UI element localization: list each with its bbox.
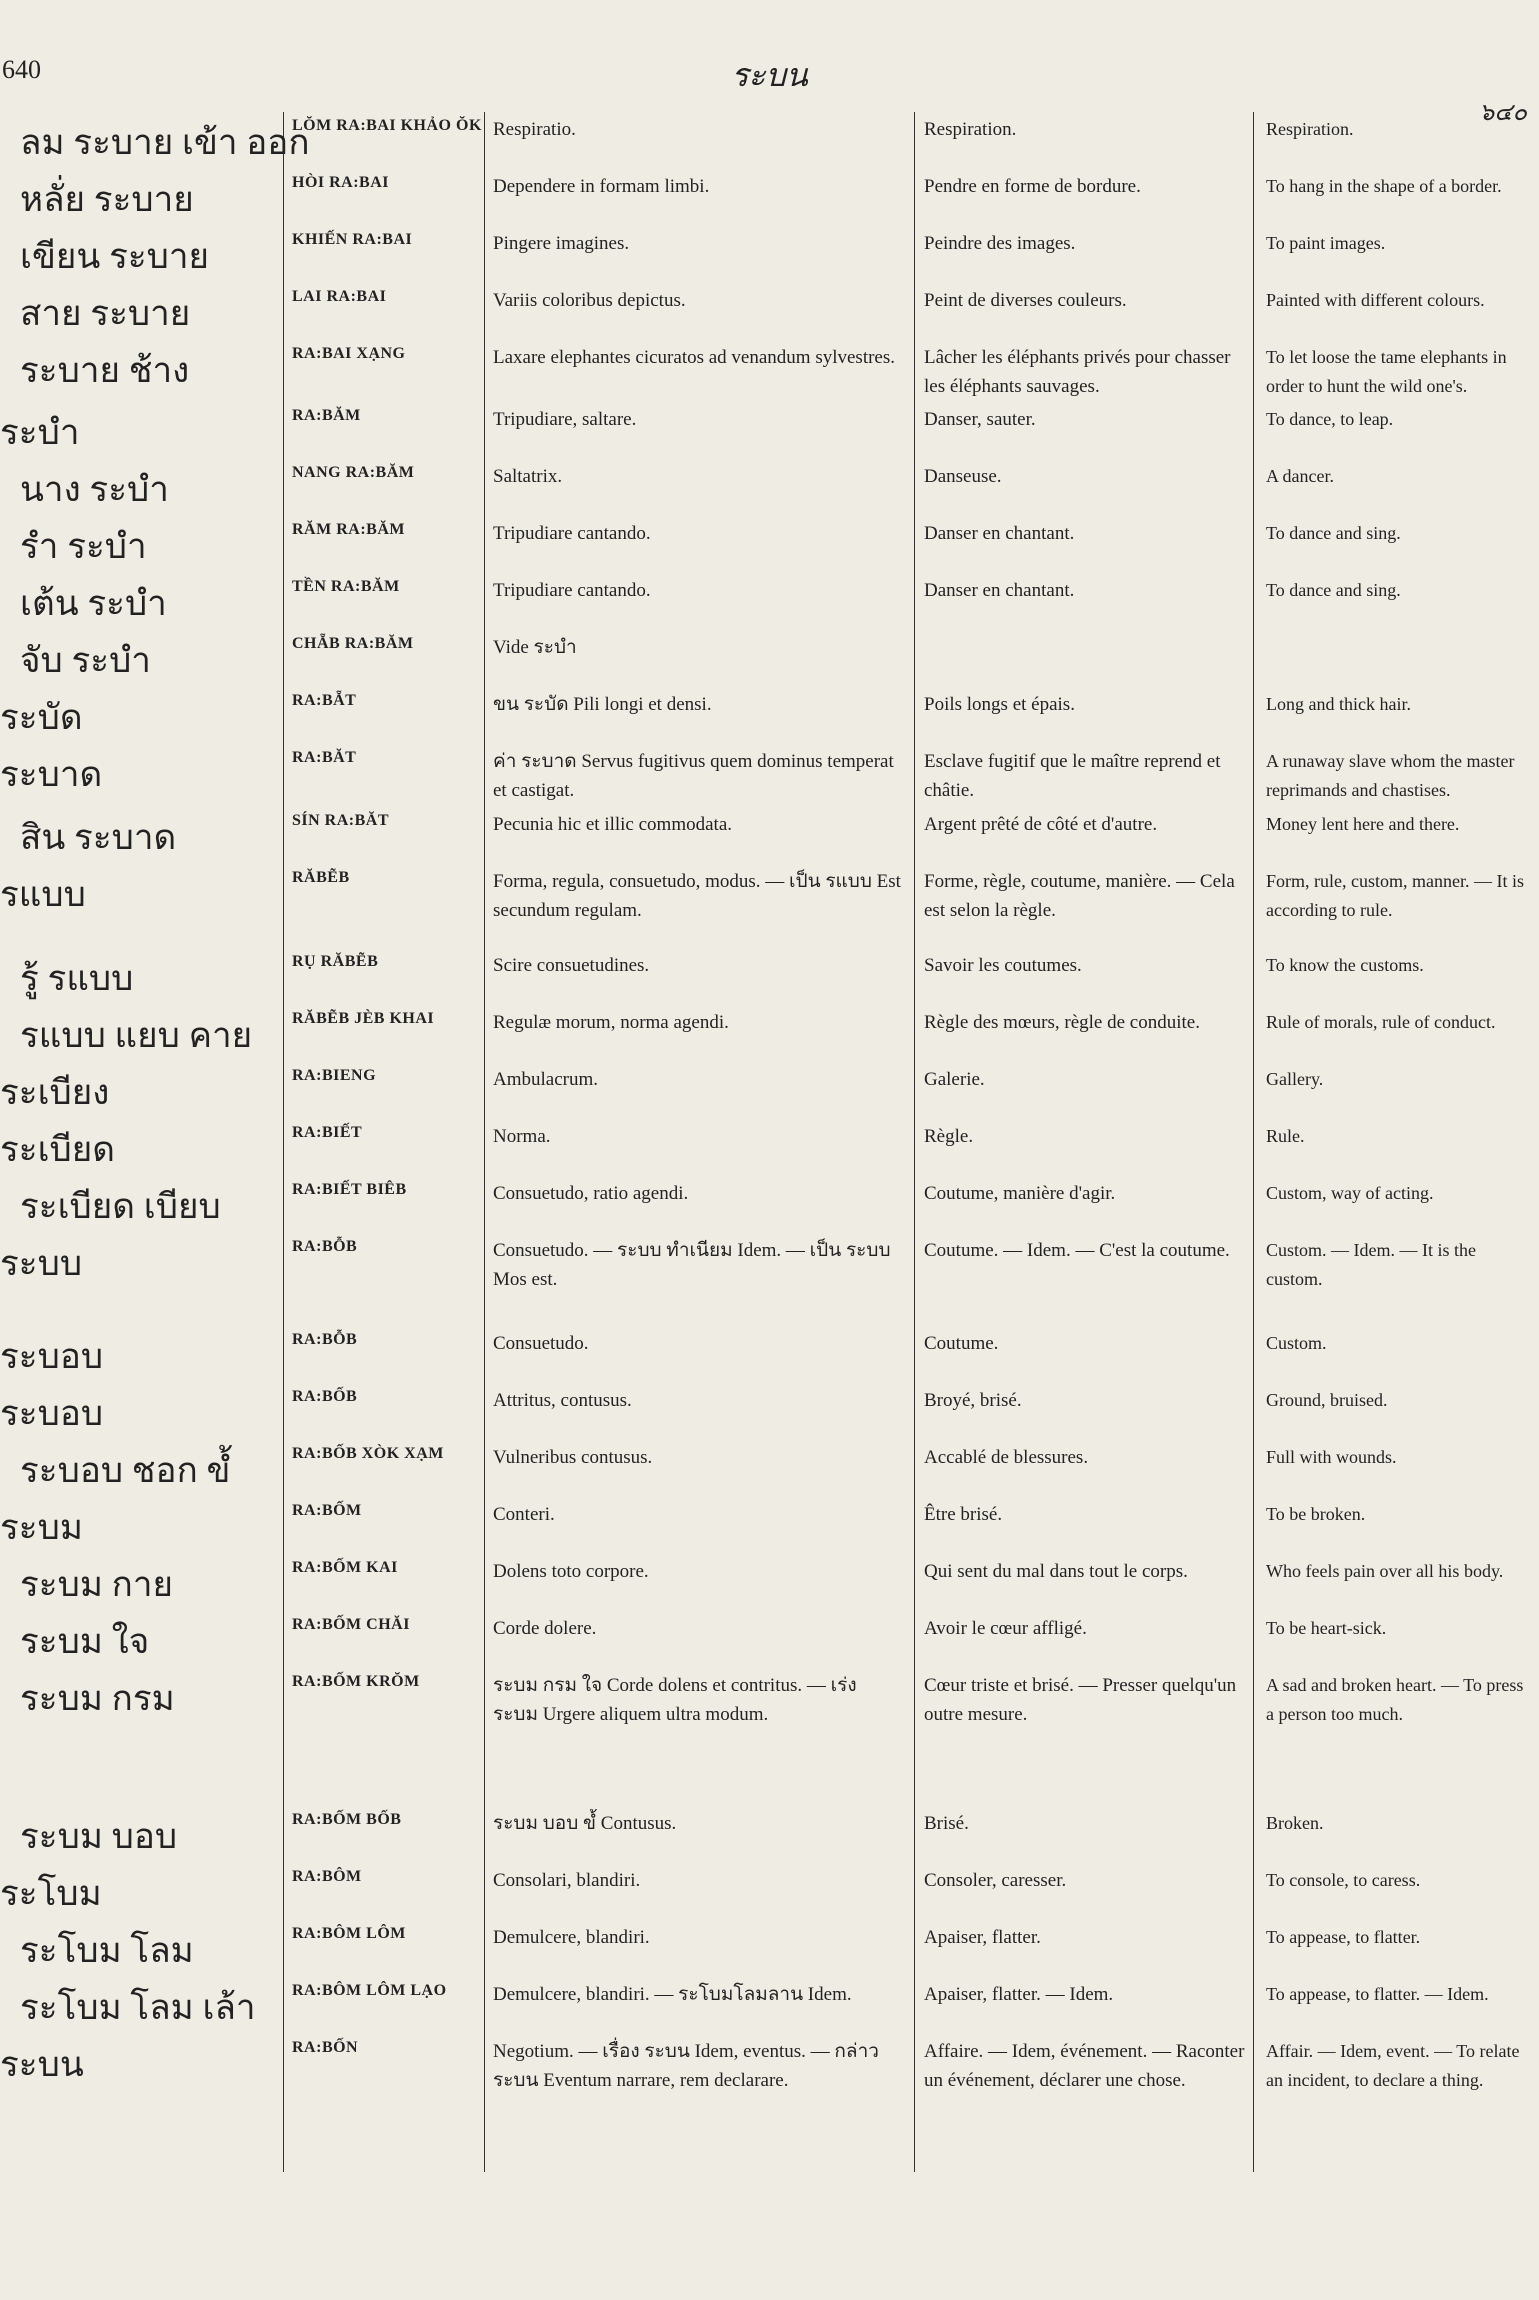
latin-definition: ขน ระบัด Pili longi et densi. — [493, 694, 712, 715]
latin-definition: Demulcere, blandiri. — [493, 1927, 650, 1948]
french-definition: Cœur triste et brisé. — Presser quelqu'un outre mesure. — [924, 1675, 1237, 1725]
transliteration: LAI RA:BAI — [292, 288, 387, 305]
page-number-right: ๖๔๐ — [1478, 100, 1527, 126]
french-definition: Apaiser, flatter. — Idem. — [924, 1984, 1114, 2005]
english-definition: A dancer. — [1266, 466, 1334, 486]
transliteration: RA:BỐM BỐB — [292, 1811, 402, 1828]
latin-definition: Dependere in formam limbi. — [493, 176, 710, 197]
thai-headword: ระโบม โลม เล้า — [20, 1988, 256, 2027]
latin-definition: Pingere imagines. — [493, 233, 630, 254]
column-divider — [1253, 112, 1254, 2172]
latin-definition: Vide ระบำ — [493, 637, 577, 658]
french-definition: Esclave fugitif que le maître reprend et châtie. — [924, 751, 1221, 801]
thai-headword: ระเบียง — [0, 1073, 110, 1112]
transliteration: RA:BIENG — [292, 1067, 377, 1084]
transliteration: RA:BỐB — [292, 1388, 358, 1405]
latin-definition: Demulcere, blandiri. — ระโบมโลมลาน Idem. — [493, 1984, 852, 2005]
transliteration: RA:BÔM LÔM — [292, 1925, 406, 1942]
english-definition: Custom. — [1266, 1333, 1327, 1353]
english-definition: Money lent here and there. — [1266, 814, 1460, 834]
french-definition: Galerie. — [924, 1069, 985, 1090]
latin-definition: Laxare elephantes cicuratos ad venandum sylvestres. — [493, 347, 896, 368]
transliteration: RA:BĂM — [292, 407, 361, 424]
french-definition: Peint de diverses couleurs. — [924, 290, 1127, 311]
english-definition: To dance and sing. — [1266, 523, 1401, 543]
transliteration: RĂBẼB — [292, 869, 350, 886]
english-definition: Ground, bruised. — [1266, 1390, 1388, 1410]
latin-definition: Ambulacrum. — [493, 1069, 599, 1090]
french-definition: Apaiser, flatter. — [924, 1927, 1041, 1948]
french-definition: Avoir le cœur affligé. — [924, 1618, 1087, 1639]
thai-headword: ระบม กรม — [20, 1679, 175, 1718]
transliteration: RA:BÔM LÔM LẠO — [292, 1982, 447, 1999]
english-definition: To be heart-sick. — [1266, 1618, 1387, 1638]
transliteration: RA:BỐM KAI — [292, 1559, 398, 1576]
english-definition: To hang in the shape of a border. — [1266, 176, 1502, 196]
thai-headword: ระบาด — [0, 755, 103, 794]
latin-definition: Tripudiare cantando. — [493, 580, 651, 601]
french-definition: Règle. — [924, 1126, 974, 1147]
english-definition: To dance, to leap. — [1266, 409, 1394, 429]
transliteration: RỤ RĂBẼB — [292, 953, 379, 970]
english-definition: Painted with different colours. — [1266, 290, 1485, 310]
latin-definition: Negotium. — เรื่อง ระบน Idem, eventus. — กล่าว ระบน Eventum narrare, rem declarare. — [493, 2041, 879, 2091]
thai-headword: ระเบียด — [0, 1130, 116, 1169]
thai-headword: ระบม ใจ — [20, 1622, 150, 1661]
transliteration: RA:BỐM CHĂI — [292, 1616, 410, 1633]
transliteration: RA:BAI XẠNG — [292, 345, 406, 362]
thai-headword: เขียน ระบาย — [20, 237, 210, 276]
thai-headword: ระบาย ช้าง — [20, 351, 190, 390]
english-definition: To appease, to flatter. — [1266, 1927, 1421, 1947]
thai-headword: ระโบม โลม — [20, 1931, 194, 1970]
french-definition: Danser, sauter. — [924, 409, 1036, 430]
latin-definition: Consuetudo, ratio agendi. — [493, 1183, 689, 1204]
latin-definition: Norma. — [493, 1126, 551, 1147]
transliteration: KHIẾN RA:BAI — [292, 231, 413, 248]
latin-definition: Tripudiare, saltare. — [493, 409, 637, 430]
thai-headword: ระบำ — [0, 413, 80, 452]
latin-definition: Conteri. — [493, 1504, 555, 1525]
transliteration: RA:BỐN — [292, 2039, 359, 2056]
latin-definition: Pecunia hic et illic commodata. — [493, 814, 733, 835]
thai-headword: ระบม — [0, 1508, 83, 1547]
english-definition: Broken. — [1266, 1813, 1324, 1833]
transliteration: RA:BỖB — [292, 1331, 358, 1348]
latin-definition: Consolari, blandiri. — [493, 1870, 641, 1891]
english-definition: Affair. — Idem, event. — To relate an incident, to declare a thing. — [1266, 2041, 1520, 2090]
french-definition: Forme, règle, coutume, manière. — Cela est selon la règle. — [924, 871, 1235, 921]
french-definition: Danseuse. — [924, 466, 1002, 487]
english-definition: Custom. — Idem. — It is the custom. — [1266, 1240, 1476, 1289]
french-definition: Pendre en forme de bordure. — [924, 176, 1141, 197]
french-definition: Coutume. — [924, 1333, 999, 1354]
thai-headword: รแบบ แยบ คาย — [20, 1016, 253, 1055]
latin-definition: Variis coloribus depictus. — [493, 290, 686, 311]
thai-headword: ระบัด — [0, 698, 83, 737]
thai-headword: รำ ระบำ — [20, 527, 147, 566]
thai-headword: ระบอบ — [0, 1337, 104, 1376]
english-definition: Custom, way of acting. — [1266, 1183, 1434, 1203]
french-definition: Broyé, brisé. — [924, 1390, 1022, 1411]
thai-headword: ระโบม — [0, 1874, 102, 1913]
thai-headword: รแบบ — [0, 875, 86, 914]
french-definition: Affaire. — Idem, événement. — Raconter un événement, déclarer une chose. — [924, 2041, 1245, 2091]
english-definition: To dance and sing. — [1266, 580, 1401, 600]
latin-definition: ระบม กรม ใจ Corde dolens et contritus. — เร่ง ระบม Urgere aliquem ultra modum. — [493, 1675, 857, 1725]
transliteration: HÒI RA:BAI — [292, 174, 390, 191]
page-title: ระบน — [731, 57, 808, 93]
thai-headword: รู้ รแบบ — [20, 959, 134, 998]
thai-headword: ระบอบ — [0, 1394, 104, 1433]
transliteration: RĂBẼB JÈB KHAI — [292, 1010, 435, 1027]
thai-headword: สาย ระบาย — [20, 294, 191, 333]
latin-definition: Forma, regula, consuetudo, modus. — เป็น รแบบ Est secundum regulam. — [493, 871, 901, 921]
english-definition: To be broken. — [1266, 1504, 1366, 1524]
transliteration: TỀN RA:BĂM — [292, 578, 400, 595]
french-definition: Lâcher les éléphants privés pour chasser les éléphants sauvages. — [924, 347, 1231, 397]
french-definition: Poils longs et épais. — [924, 694, 1075, 715]
english-definition: To let loose the tame elephants in order to hunt the wild one's. — [1266, 347, 1507, 396]
thai-headword: หลั่ย ระบาย — [20, 180, 194, 219]
transliteration: RA:BĂT — [292, 749, 357, 766]
french-definition: Accablé de blessures. — [924, 1447, 1089, 1468]
column-divider — [283, 112, 284, 2172]
transliteration: SÍN RA:BĂT — [292, 812, 390, 829]
thai-headword: ระเบียด เบียบ — [20, 1187, 221, 1226]
latin-definition: Attritus, contusus. — [493, 1390, 632, 1411]
french-definition: Règle des mœurs, règle de conduite. — [924, 1012, 1200, 1033]
english-definition: To appease, to flatter. — Idem. — [1266, 1984, 1489, 2004]
english-definition: Full with wounds. — [1266, 1447, 1397, 1467]
transliteration: NANG RA:BĂM — [292, 464, 415, 481]
latin-definition: Dolens toto corpore. — [493, 1561, 649, 1582]
thai-headword: ลม ระบาย เข้า ออก — [20, 123, 310, 162]
latin-definition: Scire consuetudines. — [493, 955, 650, 976]
transliteration: RA:BIẾT — [292, 1124, 363, 1141]
thai-headword: ระบน — [0, 2045, 84, 2084]
transliteration: RA:BIẾT BIÊB — [292, 1181, 407, 1198]
english-definition: Rule. — [1266, 1126, 1305, 1146]
thai-headword: ระบม กาย — [20, 1565, 173, 1604]
page-number-left: 640 — [2, 55, 41, 84]
french-definition: Argent prêté de côté et d'autre. — [924, 814, 1158, 835]
english-definition: Form, rule, custom, manner. — It is according to rule. — [1266, 871, 1524, 920]
latin-definition: Tripudiare cantando. — [493, 523, 651, 544]
english-definition: Respiration. — [1266, 119, 1354, 139]
french-definition: Coutume, manière d'agir. — [924, 1183, 1116, 1204]
english-definition: Long and thick hair. — [1266, 694, 1411, 714]
french-definition: Brisé. — [924, 1813, 969, 1834]
thai-headword: ระบม บอบ — [20, 1817, 178, 1856]
english-definition: A runaway slave whom the master reprimands and chastises. — [1266, 751, 1515, 800]
latin-definition: ระบม บอบ ขํ้ Contusus. — [493, 1813, 677, 1834]
transliteration: CHẴB RA:BĂM — [292, 635, 414, 652]
thai-headword: สิน ระบาด — [20, 818, 177, 857]
thai-headword: นาง ระบำ — [20, 470, 169, 509]
french-definition: Être brisé. — [924, 1504, 1003, 1525]
transliteration: RA:BỐM KRŎM — [292, 1673, 420, 1690]
french-definition: Savoir les coutumes. — [924, 955, 1082, 976]
thai-headword: จับ ระบำ — [20, 641, 151, 680]
latin-definition: Saltatrix. — [493, 466, 563, 487]
french-definition: Consoler, caresser. — [924, 1870, 1067, 1891]
french-definition: Qui sent du mal dans tout le corps. — [924, 1561, 1188, 1582]
transliteration: RA:BÔM — [292, 1868, 362, 1885]
english-definition: A sad and broken heart. — To press a person too much. — [1266, 1675, 1524, 1724]
french-definition: Danser en chantant. — [924, 580, 1075, 601]
latin-definition: Consuetudo. — ระบบ ทำเนียม Idem. — เป็น ระบบ Mos est. — [493, 1240, 891, 1290]
french-definition: Danser en chantant. — [924, 523, 1075, 544]
latin-definition: Respiratio. — [493, 119, 576, 140]
transliteration: RA:BẴT — [292, 692, 357, 709]
english-definition: To paint images. — [1266, 233, 1386, 253]
english-definition: To console, to caress. — [1266, 1870, 1421, 1890]
thai-headword: ระบบ — [0, 1244, 83, 1283]
french-definition: Peindre des images. — [924, 233, 1076, 254]
transliteration: RA:BỐB XÒK XẠM — [292, 1445, 444, 1462]
thai-headword: เต้น ระบำ — [20, 584, 167, 623]
column-divider — [914, 112, 915, 2172]
french-definition: Coutume. — Idem. — C'est la coutume. — [924, 1240, 1230, 1261]
latin-definition: Vulneribus contusus. — [493, 1447, 653, 1468]
transliteration: LŎM RA:BAI KHẢO ŎK — [292, 117, 482, 134]
english-definition: To know the customs. — [1266, 955, 1424, 975]
latin-definition: Consuetudo. — [493, 1333, 589, 1354]
transliteration: RA:BỖB — [292, 1238, 358, 1255]
english-definition: Who feels pain over all his body. — [1266, 1561, 1504, 1581]
transliteration: RA:BỐM — [292, 1502, 362, 1519]
french-definition: Respiration. — [924, 119, 1017, 140]
latin-definition: Corde dolere. — [493, 1618, 597, 1639]
english-definition: Gallery. — [1266, 1069, 1324, 1089]
latin-definition: Regulæ morum, norma agendi. — [493, 1012, 729, 1033]
english-definition: Rule of morals, rule of conduct. — [1266, 1012, 1496, 1032]
column-divider — [484, 112, 485, 2172]
transliteration: RĂM RA:BĂM — [292, 521, 405, 538]
latin-definition: ค่า ระบาด Servus fugitivus quem dominus temperat et castigat. — [493, 751, 894, 801]
thai-headword: ระบอบ ชอก ขํ้ — [20, 1451, 231, 1490]
